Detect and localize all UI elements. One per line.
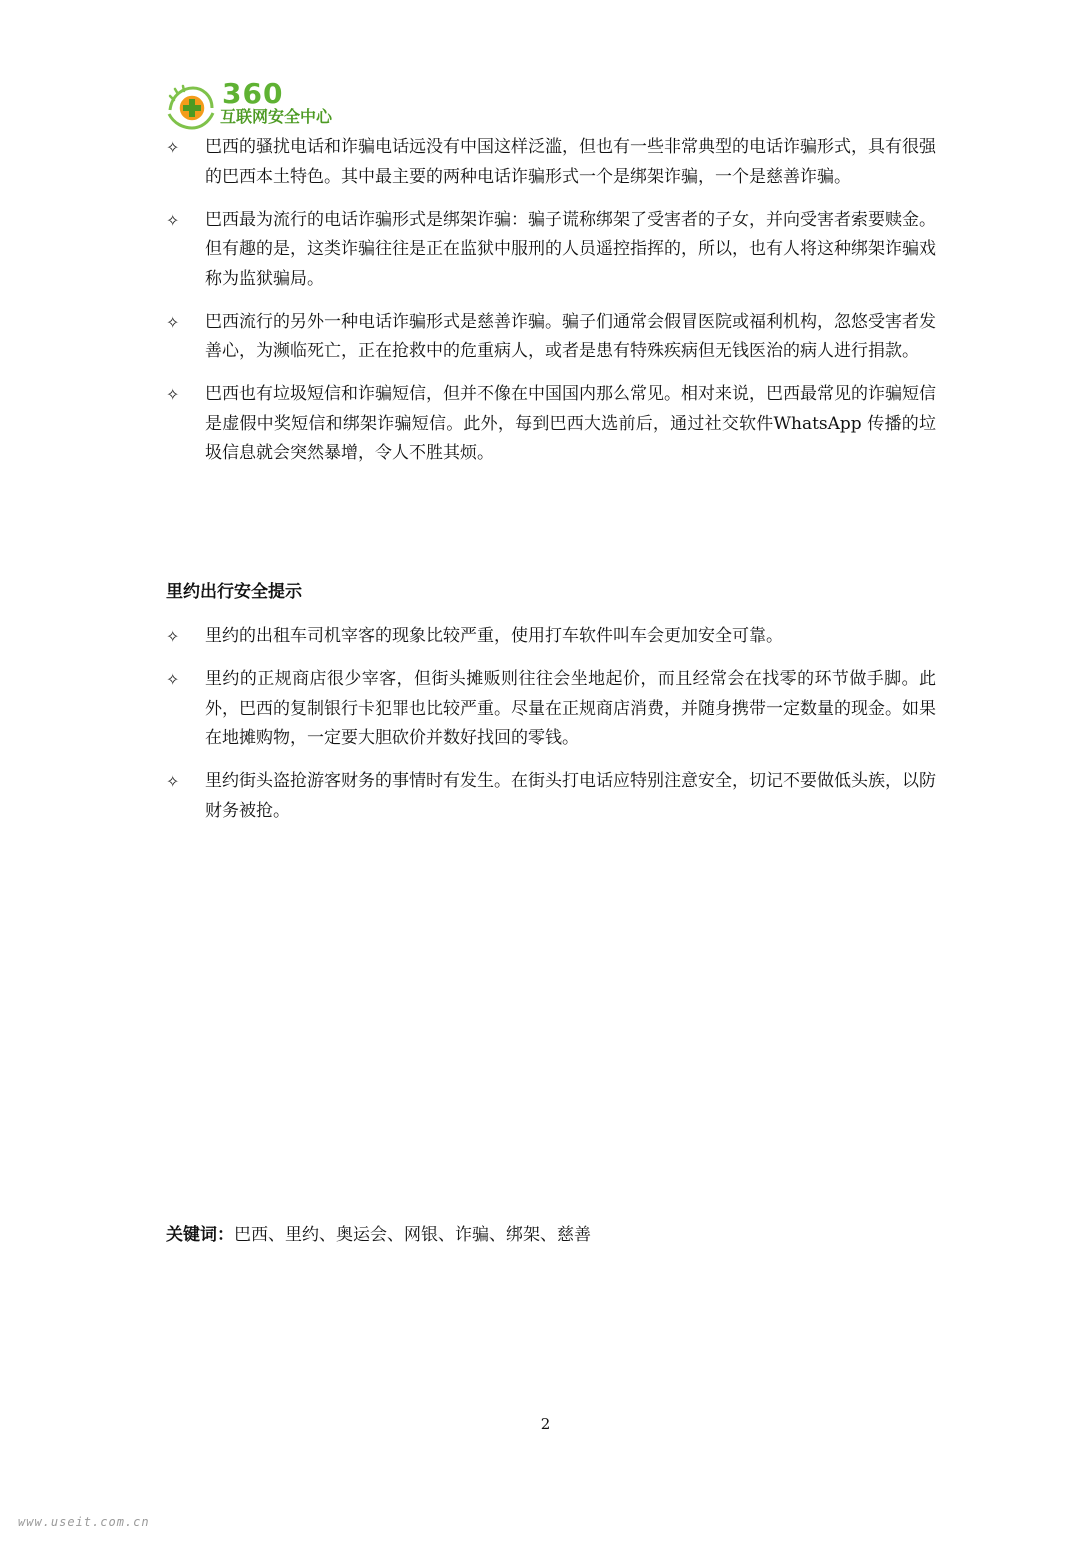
list-item-text: 里约的出租车司机宰客的现象比较严重，使用打车软件叫车会更加安全可靠。 <box>205 626 783 646</box>
star-bullet-icon: ✧ <box>166 312 180 332</box>
list-item <box>166 308 936 367</box>
list-item-text: 里约街头盗抢游客财务的事情时有发生。在街头打电话应特别注意安全，切记不要做低头族，以防财务被抢。 <box>205 771 936 821</box>
keywords-label: 关键词： <box>166 1225 234 1245</box>
keywords-value: 巴西、里约、奥运会、网银、诈骗、绑架、慈善 <box>234 1225 591 1245</box>
star-bullet-icon: ✧ <box>166 138 180 157</box>
logo-subtitle: 互联网安全中心 <box>220 107 333 126</box>
list-item <box>166 206 936 295</box>
shield-plus-icon <box>166 84 216 130</box>
list-item <box>166 380 936 469</box>
logo-number: 360 <box>222 77 284 110</box>
list-item <box>166 665 936 754</box>
section-heading: 里约出行安全提示 <box>166 582 302 602</box>
logo-360-security-center <box>166 77 356 130</box>
star-bullet-icon: ✧ <box>166 210 180 230</box>
keywords-line <box>166 1221 591 1249</box>
list-item-text: 里约的正规商店很少宰客，但街头摊贩则往往会坐地起价，而且经常会在找零的环节做手脚。此外，巴西的复制银行卡犯罪也比较严重。尽量在正规商店消费，并随身携带一定数量的现金。如果在地摊购物，一定要大胆砍价并数好找回的零钱。 <box>205 669 936 748</box>
list-item <box>166 767 936 826</box>
travel-safety-list <box>166 622 936 840</box>
list-item-text: 巴西也有垃圾短信和诈骗短信，但并不像在中国国内那么常见。相对来说，巴西最常见的诈骗短信是虚假中奖短信和绑架诈骗短信。此外，每到巴西大选前后，通过社交软件WhatsApp 传播的垃圾信息就会突然暴增，令人不胜其烦。 <box>205 384 936 463</box>
page-number: 2 <box>540 1415 551 1433</box>
watermark: www.useit.com.cn <box>18 1515 150 1529</box>
list-item-text: 巴西最为流行的电话诈骗形式是绑架诈骗：骗子谎称绑架了受害者的子女，并向受害者索要赎金。但有趣的是，这类诈骗往往是正在监狱中服刑的人员遥控指挥的，所以，也有人将这种绑架诈骗戏称为监狱骗局。 <box>205 209 936 289</box>
fraud-forms-list <box>166 133 936 482</box>
list-item-text: 巴西流行的另外一种电话诈骗形式是慈善诈骗。骗子们通常会假冒医院或福利机构，忽悠受害者发善心，为濒临死亡，正在抢救中的危重病人，或者是患有特殊疾病但无钱医治的病人进行捐款。 <box>205 311 936 361</box>
list-item <box>166 133 936 192</box>
star-bullet-icon: ✧ <box>166 627 180 646</box>
list-item <box>166 622 936 652</box>
list-item-text: 巴西的骚扰电话和诈骗电话远没有中国这样泛滥，但也有一些非常典型的电话诈骗形式，具有很强的巴西本土特色。其中最主要的两种电话诈骗形式一个是绑架诈骗，一个是慈善诈骗。 <box>205 137 936 187</box>
star-bullet-icon: ✧ <box>166 772 180 791</box>
star-bullet-icon: ✧ <box>166 385 180 404</box>
star-bullet-icon: ✧ <box>166 670 180 689</box>
